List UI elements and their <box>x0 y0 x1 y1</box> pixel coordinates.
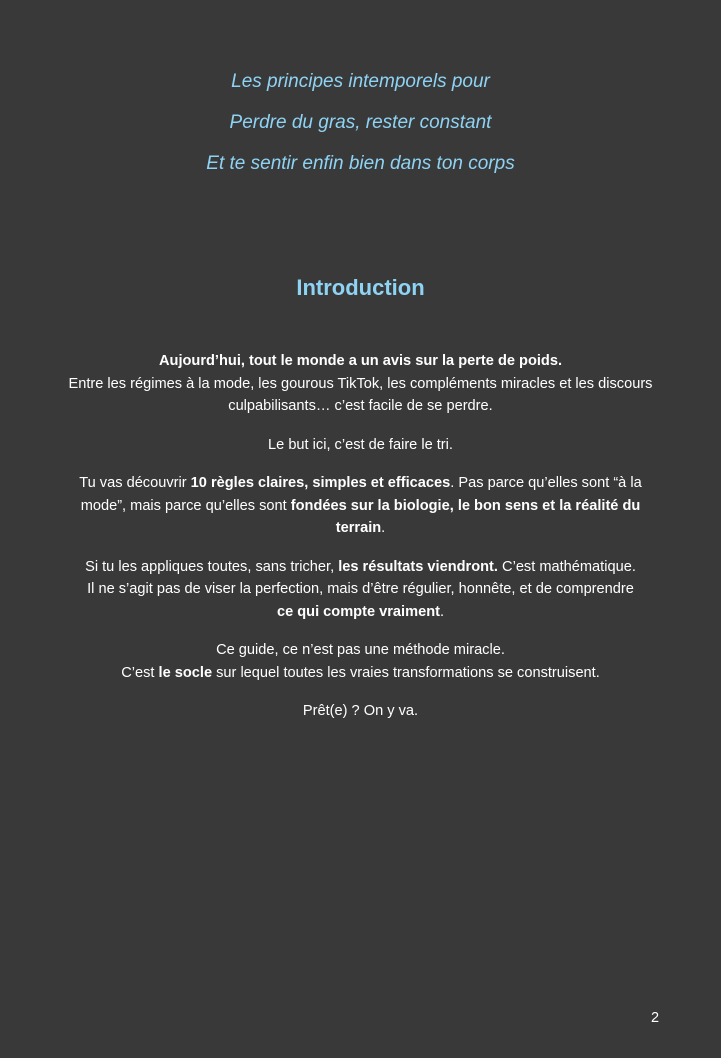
paragraph-3-part-e: . <box>381 520 386 536</box>
paragraph-3-emphasis-1: 10 règles claires, simples et efficaces <box>190 475 451 491</box>
subtitle-line-2: Perdre du gras, rester constant <box>229 112 492 133</box>
paragraph-4 <box>60 556 661 624</box>
paragraph-4-part-f: . <box>439 603 445 620</box>
paragraph-5-part-d: sur lequel toutes les vraies transformations se construisent. <box>212 664 600 681</box>
paragraph-4-emphasis-1: les résultats viendront. <box>338 558 498 575</box>
paragraph-3 <box>60 472 661 540</box>
paragraph-5-part-b: C’est <box>121 664 159 681</box>
section-heading: Introduction <box>296 275 425 300</box>
paragraph-4-part-a: Si tu les appliques toutes, sans tricher, <box>85 558 339 575</box>
introduction-body <box>60 350 661 739</box>
paragraph-5 <box>60 639 661 684</box>
page-number: 2 <box>650 1010 660 1026</box>
paragraph-5-emphasis: le socle <box>158 664 213 681</box>
subtitle-line-1: Les principes intemporels pour <box>231 71 490 92</box>
subtitle-block <box>0 66 721 189</box>
paragraph-3-part-a: Tu vas découvrir <box>79 475 191 491</box>
paragraph-1-text: Entre les régimes à la mode, les gourous TikTok, les compléments miracles et les discours culpabilisants… c’est facile de se perdre. <box>68 375 653 414</box>
paragraph-1 <box>60 350 661 418</box>
paragraph-4-emphasis-2: ce qui compte vraiment <box>276 603 440 620</box>
paragraph-3-emphasis-2: fondées sur la biologie, le bon sens et la réalité du terrain <box>290 497 641 536</box>
subtitle-line-3: Et te sentir enfin bien dans ton corps <box>206 153 515 174</box>
paragraph-6: Prêt(e) ? On y va. <box>302 703 419 719</box>
paragraph-5-line-1: Ce guide, ce n’est pas une méthode miracle. <box>216 642 505 658</box>
paragraph-2: Le but ici, c’est de faire le tri. <box>268 436 453 453</box>
paragraph-4-part-c: C’est mathématique. <box>497 558 636 575</box>
paragraph-4-part-d: Il ne s’agit pas de viser la perfection, mais d’être régulier, honnête, et de comprendre <box>87 581 634 597</box>
paragraph-1-lead: Aujourd’hui, tout le monde a un avis sur la perte de poids. <box>159 353 562 369</box>
paragraph-3-part-c: . Pas parce qu’elles sont “à la mode”, mais parce qu’elles sont <box>80 475 642 514</box>
